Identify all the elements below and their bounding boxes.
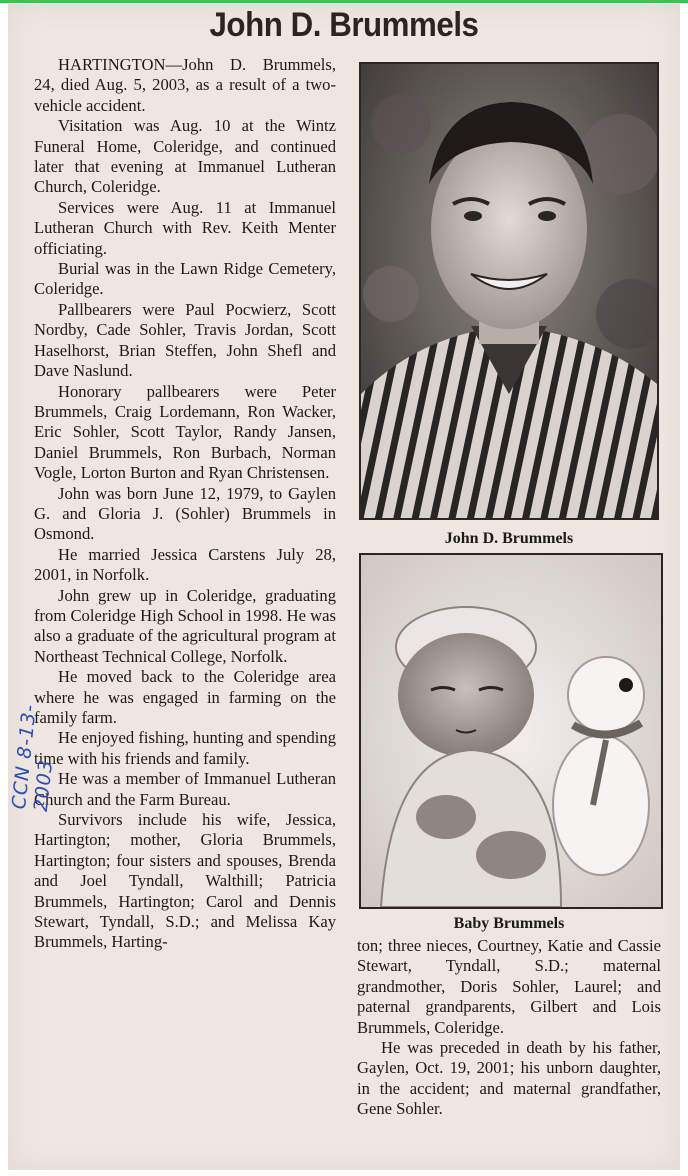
paragraph-honorary-pallbearers: Honorary pallbearers were Peter Brummels, Craig Lordemann, Ron Wacker, Eric Sohler, Scott Taylor, Randy Jansen, Daniel Brummels, Ron Burbach, Norman Vogle, Lorton Burton and Ryan Christensen. <box>34 381 336 483</box>
paragraph-hobbies: He enjoyed fishing, hunting and spending time with his friends and family. <box>34 728 336 768</box>
paragraph-membership: He was a member of Immanuel Lutheran Church and the Farm Bureau. <box>34 769 336 809</box>
baby-photo-caption: Baby Brummels <box>453 915 565 932</box>
baby-image <box>361 555 661 907</box>
headline: John D. Brummels <box>209 6 479 44</box>
paragraph-birth: John was born June 12, 1979, to Gaylen G. and Gloria J. (Sohler) Brummels in Osmond. <box>34 483 336 544</box>
paragraph-services: Services were Aug. 11 at Immanuel Lutheran Church with Rev. Keith Menter officiating. <box>34 197 336 258</box>
john-photo-caption: John D. Brummels <box>444 530 574 547</box>
paragraph-marriage: He married Jessica Carstens July 28, 2001, in Norfolk. <box>34 544 336 585</box>
handwritten-date-note: CCN 8-13-2003 <box>8 702 58 813</box>
paragraph-education: John grew up in Coleridge, graduating from Coleridge High School in 1998. He was also a graduate of the agricultural program at Northeast Technical College, Norfolk. <box>34 585 336 666</box>
left-column <box>34 55 336 953</box>
paragraph-visitation: Visitation was Aug. 10 at the Wintz Funeral Home, Coleridge, and continued later that evening at Immanuel Lutheran Church, Coleridge. <box>34 116 336 197</box>
paragraph-preceded-in-death: He was preceded in death by his father, Gaylen, Oct. 19, 2001; his unborn daughter, in the accident; and maternal grandfather, Gene Sohler. <box>357 1038 661 1119</box>
paragraph-death: HARTINGTON—John D. Brummels, 24, died Aug. 5, 2003, as a result of a two-vehicle accident. <box>34 55 336 115</box>
right-column <box>357 936 661 1120</box>
portrait-image <box>361 64 657 518</box>
paragraph-survivors-continued: ton; three nieces, Courtney, Katie and Cassie Stewart, Tyndall, S.D.; maternal grandmother, Doris Sohler, Laurel; and paternal grandparents, Gilbert and Lois Brummels, Coleridge. <box>357 936 661 1037</box>
paragraph-burial: Burial was in the Lawn Ridge Cemetery, Coleridge. <box>34 259 336 299</box>
paragraph-pallbearers: Pallbearers were Paul Pocwierz, Scott Nordby, Cade Sohler, Travis Jordan, Scott Haselhorst, Brian Steffen, John Shefl and Dave Naslund. <box>34 299 336 381</box>
baby-photo <box>359 553 663 909</box>
paragraph-survivors: Survivors include his wife, Jessica, Hartington; mother, Gloria Brummels, Hartington; four sisters and spouses, Brenda and Joel Tyndall, Walthill; Patricia Brummels, Hartington; Carol and Dennis Stewart, Tyndall, S.D.; and Melissa Kay Brummels, Harting- <box>34 810 336 952</box>
paragraph-farming: He moved back to the Coleridge area where he was engaged in farming on the family farm. <box>34 667 336 727</box>
scan-edge-line <box>0 0 688 3</box>
john-photo <box>359 62 659 520</box>
